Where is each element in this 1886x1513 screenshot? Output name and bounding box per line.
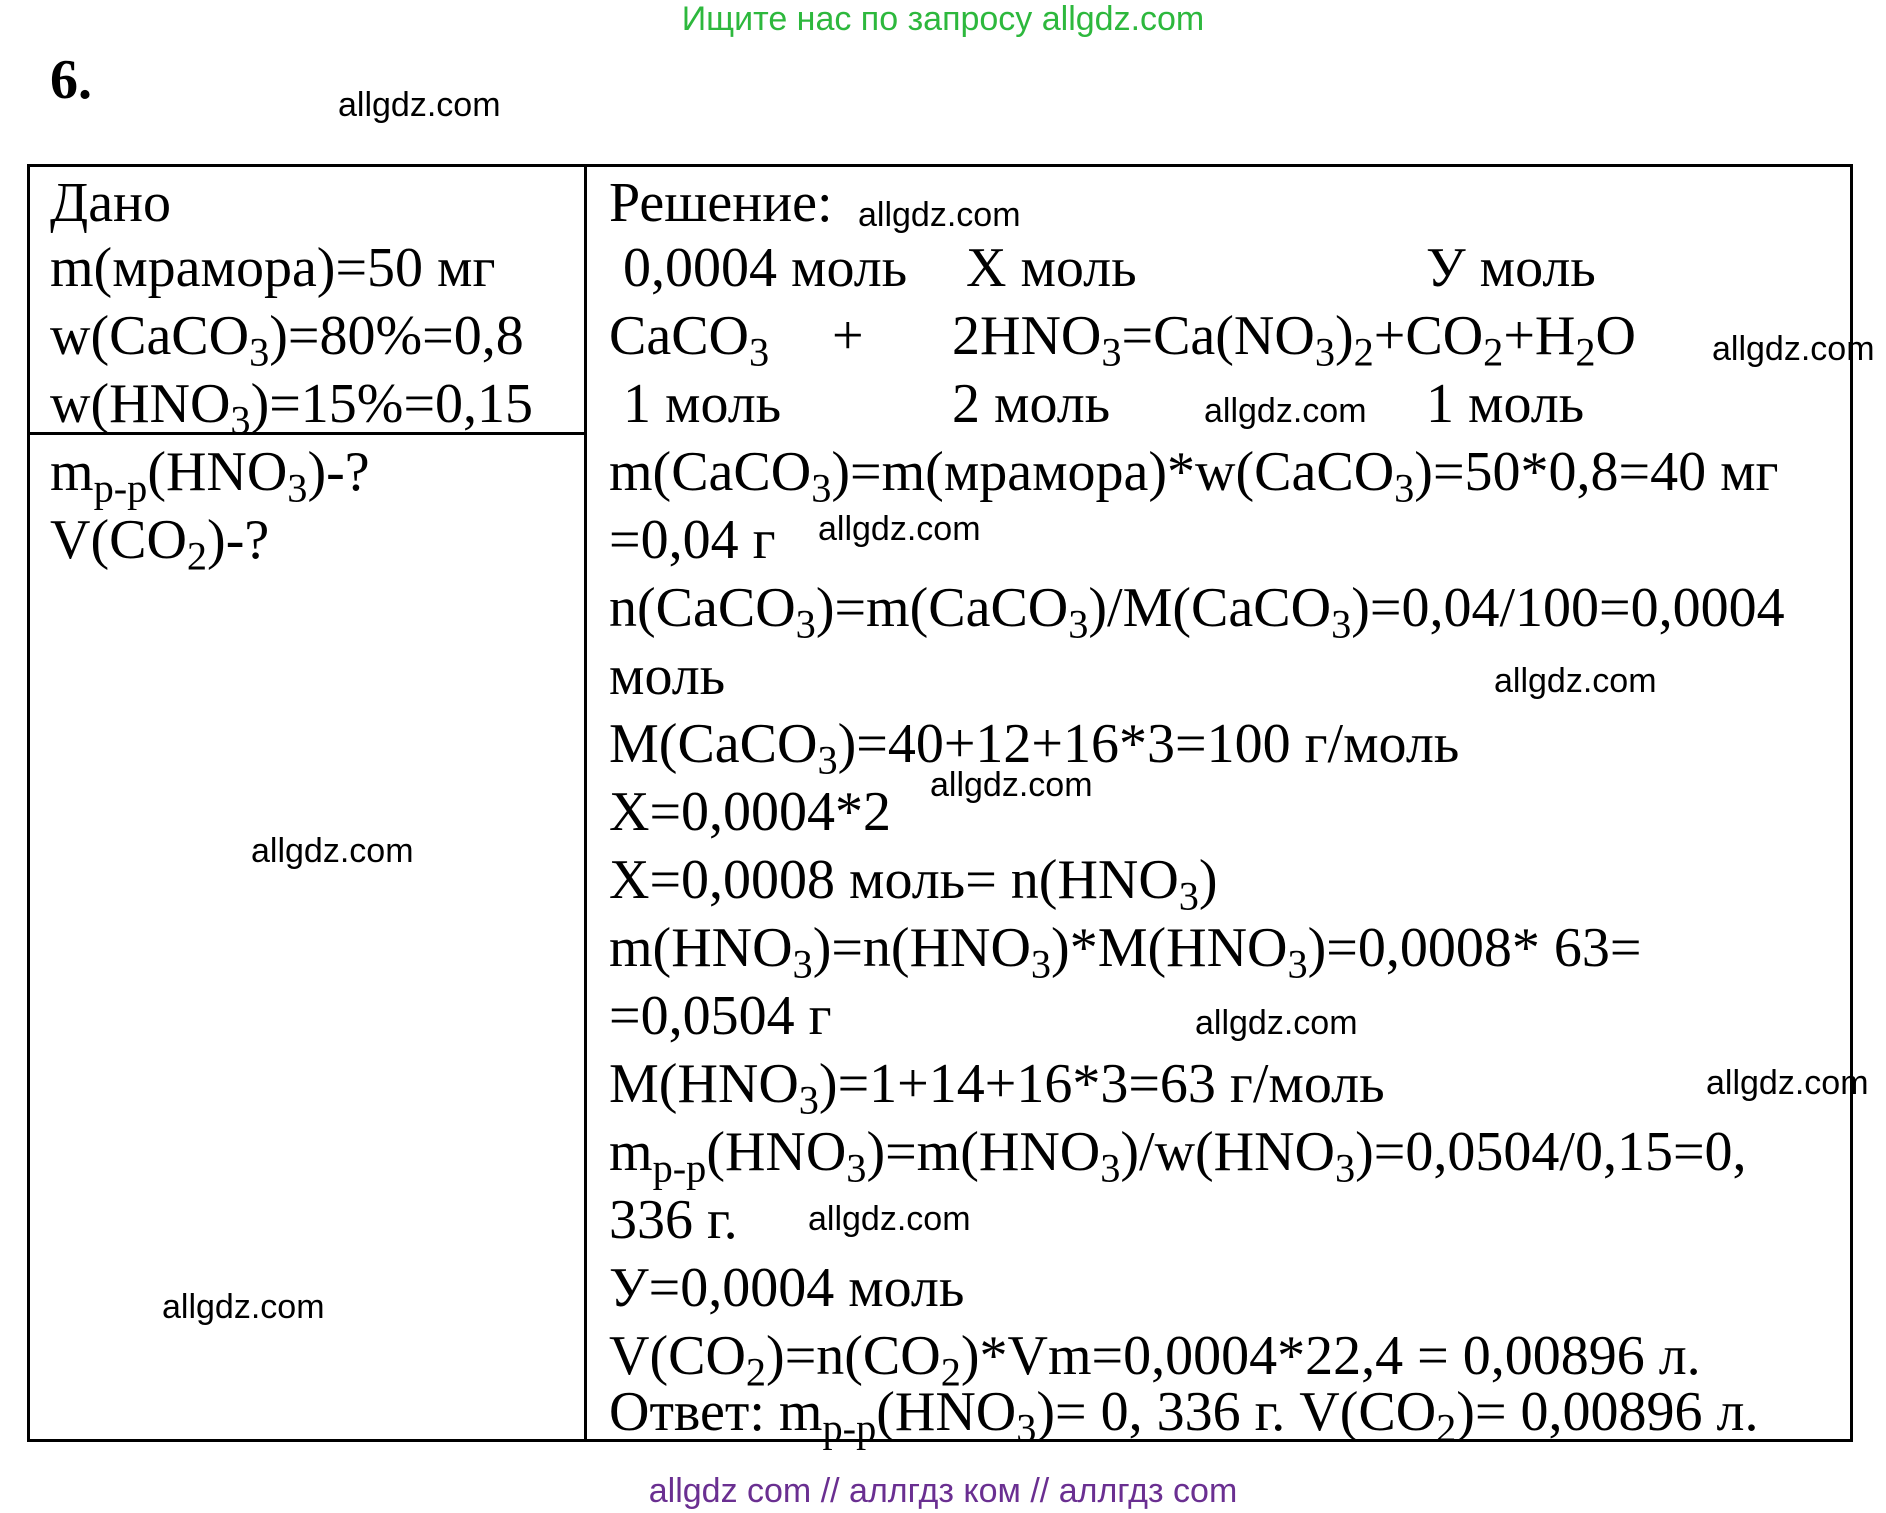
solution-line: Х=0,0004*2	[609, 781, 892, 843]
search-banner: Ищите нас по запросу allgdz.com	[681, 0, 1205, 38]
solution-line: n(CaCO$_3$)=m(CaCO$_3$)/M(CaCO$_3$)=0,04/100=0,0004	[609, 577, 1785, 647]
solution-line: У=0,0004 моль	[609, 1257, 965, 1319]
equation-below: 2 моль	[952, 373, 1111, 435]
solution-line: M(CaCO$_3$)=40+12+16*3=100 г/моль	[609, 713, 1460, 783]
table-column-divider	[584, 164, 587, 1442]
solution-line: моль	[609, 645, 726, 707]
watermark: allgdz.com	[1204, 392, 1367, 430]
answer-line: Ответ: $m_{р-р}(HNO_3)= 0$, 336 г. $V(CO_2)= 0,00896$ л.	[609, 1381, 1759, 1451]
watermark: allgdz.com	[1494, 662, 1657, 700]
equation-below: 1 моль	[1426, 373, 1585, 435]
watermark: allgdz.com	[858, 196, 1021, 234]
problem-number: 6.	[50, 49, 92, 111]
solution-line: $M(HNO_3)=1+14+16*3=63$ г/моль	[609, 1053, 1385, 1123]
solution-line: m(CaCO$_3$)=m(мрамора)*w(CaCO$_3$)=50*0,8=40 мг	[609, 441, 1779, 511]
reaction-equation: CaCO$_3$	[609, 305, 770, 375]
find-line: $m_{р-р}(HNO_3)-$?	[50, 441, 370, 511]
solution-line: $m_{р-р}(HNO_3)=m(HNO_3)/w(HNO_3)=0,0504/0,15=0$,	[609, 1121, 1747, 1191]
find-line: $V(CO_2)-$?	[50, 509, 270, 579]
watermark: allgdz.com	[162, 1288, 325, 1326]
watermark: allgdz.com	[818, 510, 981, 548]
solution-line: Х=0,0008 моль= $n(HNO_3)$	[609, 849, 1218, 919]
given-line: w(CaCO$_3$)=80%=0,8	[50, 305, 524, 375]
footer-watermark: allgdz com // аллгдз ком // аллгдз com	[648, 1472, 1238, 1510]
watermark: allgdz.com	[930, 766, 1093, 804]
solution-line: =0,04 г	[609, 509, 776, 571]
solution-line: $V(CO_2)=n(CO_2)*Vm=0,0004*22,4 = 0,00896$ л.	[609, 1325, 1701, 1395]
watermark: allgdz.com	[808, 1200, 971, 1238]
given-line: m(мрамора)=50 мг	[50, 237, 496, 299]
equation-above: Х моль	[966, 237, 1137, 299]
solution-heading: Решение:	[609, 172, 833, 234]
watermark: allgdz.com	[1712, 330, 1875, 368]
solution-line: $m(HNO_3)=n(HNO_3)*M(HNO_3)=0,0008*$ 63=	[609, 917, 1642, 987]
solution-line: =0,0504 г	[609, 985, 832, 1047]
equation-above: 0,0004 моль	[623, 237, 908, 299]
equation-above: У моль	[1426, 237, 1596, 299]
watermark: allgdz.com	[251, 832, 414, 870]
reaction-equation: $2HNO_3=Ca(NO_3)_2+CO_2+H_2O$	[952, 305, 1636, 375]
equation-below: 1 моль	[623, 373, 782, 435]
watermark: allgdz.com	[338, 86, 501, 124]
reaction-equation: +	[832, 305, 864, 367]
watermark: allgdz.com	[1195, 1004, 1358, 1042]
given-line: $w(HNO_3)=15\%=0,15$	[50, 373, 534, 443]
watermark: allgdz.com	[1706, 1064, 1869, 1102]
given-heading: Дано	[50, 172, 172, 234]
solution-line: 336 г.	[609, 1189, 738, 1251]
